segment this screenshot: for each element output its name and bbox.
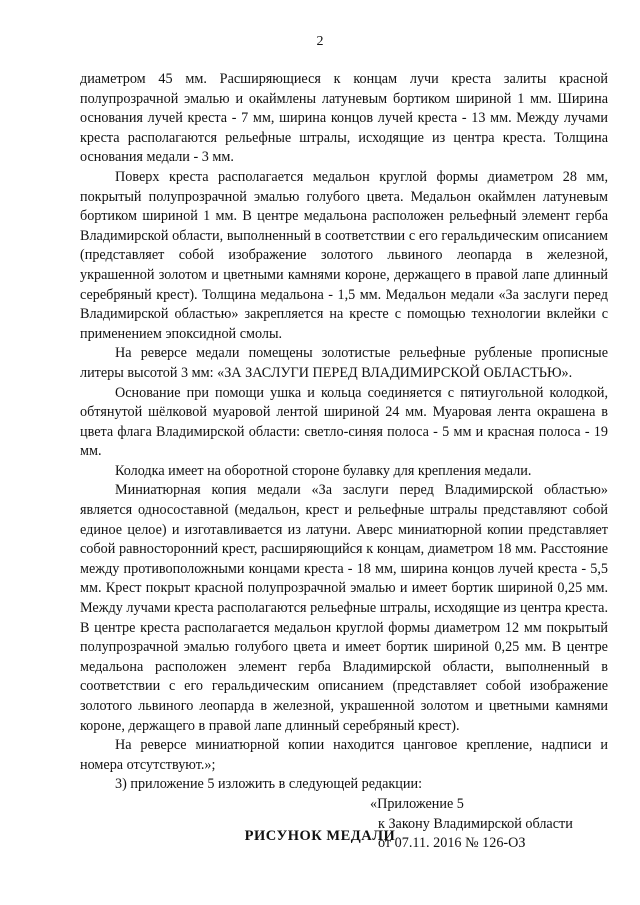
page-number: 2: [316, 34, 324, 49]
appendix-line-1: «Приложение 5: [370, 795, 464, 812]
paragraph-miniature: Миниатюрная копия медали «За заслуги перед Владимирской областью» является односоставной (медальон, крест и рельефные штралы представляют собой единое целое) и изготавливается из латуни. Аверс миниатюрной копии представляет собой равносторонний крест, расширяющийся к концам, диаметром 18 мм. Расстояние между противоположными концами креста - 18 мм, ширина концов лучей креста - 5,5 мм. Крест покрыт красной полупрозрачной эмалью и имеет бортик шириной 0,25 мм. Между лучами креста располагаются рельефные штралы, исходящие из центра креста. В центре креста располагается медальон круглой формы диаметром 12 мм покрытый полупрозрачной эмалью голубого цвета и имеет бортик шириной 0,25 мм. В центре медальона расположен элемент герба Владимирской области, выполненный в соответствии с его геральдическим описанием (представляет собой изображение золотого львиного леопарда в железной, украшенной золотом и цветными камнями короне, держащего в правой лапе длинный серебряный крест).: [80, 482, 608, 734]
appendix-line-2: к Закону Владимирской области: [378, 815, 573, 832]
document-body: [80, 70, 608, 854]
appendix-line-3: от 07.11. 2016 № 126-ОЗ: [378, 835, 526, 852]
paragraph-miniature-reverse: На реверсе миниатюрной копии находится цанговое крепление, надписи и номера отсутствуют.»;: [80, 737, 608, 773]
paragraph-medallion: Поверх креста располагается медальон круглой формы диаметром 28 мм, покрытый полупрозрачной эмалью голубого цвета. Медальон окаймлен латуневым бортиком шириной 1 мм. В центре медальона расположен рельефный элемент герба Владимирской области, выполненный в соответствии с его геральдическим описанием (представляет собой изображение золотого львиного леопарда в железной, украшенной золотом и цветными камнями короне, держащего в правой лапе длинный серебряный крест). Толщина медальона - 1,5 мм. Медальон медали «За заслуги перед Владимирской областью» закрепляется на кресте с помощью технологии вклейки с применением эпоксидной смолы.: [80, 168, 608, 342]
paragraph-base: Основание при помощи ушка и кольца соединяется с пятиугольной колодкой, обтянутой шёлковой муаровой лентой шириной 24 мм. Муаровая лента окрашена в цвета флага Владимирской области: светло-синяя полоса - 5 мм и красная полоса - 19 мм.: [80, 384, 608, 460]
amendment-item-3: 3) приложение 5 изложить в следующей редакции:: [115, 776, 423, 793]
paragraph-reverse: На реверсе медали помещены золотистые рельефные рубленые прописные литеры высотой 3 мм: «ЗА ЗАСЛУГИ ПЕРЕД ВЛАДИМИРСКОЙ ОБЛАСТЬЮ».: [80, 345, 608, 381]
paragraph-continuation: диаметром 45 мм. Расширяющиеся к концам лучи креста залиты красной полупрозрачной эмалью и окаймлены латуневым бортиком шириной 1 мм. Ширина основания лучей креста - 7 мм, ширина концов лучей креста - 13 мм. Между лучами креста располагаются рельефные штралы, исходящие из центра креста. Толщина основания медали - 3 мм.: [80, 71, 608, 166]
figure-title: РИСУНОК МЕДАЛИ: [244, 828, 396, 844]
paragraph-pin: Колодка имеет на оборотной стороне булавку для крепления медали.: [115, 462, 532, 479]
